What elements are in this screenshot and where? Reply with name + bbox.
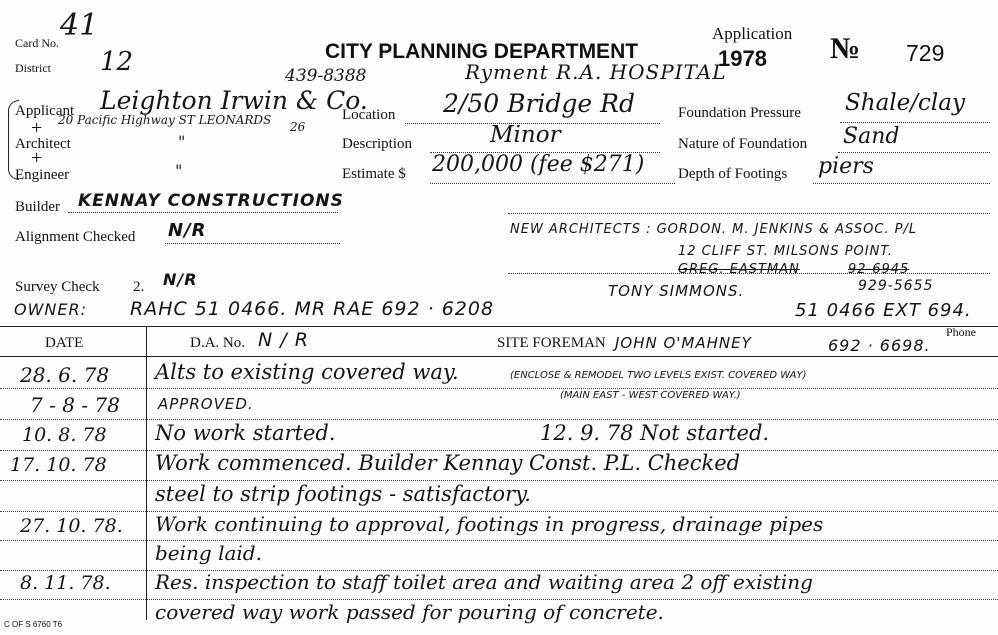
plus-icon: + — [31, 117, 43, 139]
phone-top: 439-8388 — [285, 66, 367, 86]
location-label: Location — [342, 107, 396, 123]
application-number: 729 — [906, 40, 945, 66]
phone-label: Phone — [946, 325, 976, 339]
estimate-value: 200,000 (fee $271) — [432, 152, 645, 177]
tony-simmons: TONY SIMMONS. — [608, 282, 745, 300]
nature-value: Sand — [843, 124, 900, 149]
row-entry: APPROVED. — [158, 395, 254, 413]
description-value: Minor — [490, 122, 561, 148]
row-divider — [0, 480, 998, 481]
row-entry: steel to strip footings - satisfactory. — [155, 482, 531, 506]
applicant-address: 20 Pacific Highway ST LEONARDS — [58, 113, 272, 127]
row-date: 10. 8. 78 — [22, 424, 107, 446]
new-architects-address: 12 CLIFF ST. MILSONS POINT. — [678, 244, 893, 259]
location-sub: 26 — [290, 120, 306, 134]
date-header: DATE — [45, 335, 84, 351]
district-value: 12 — [100, 47, 134, 77]
da-label: D.A. No. — [190, 335, 245, 351]
architect-label: Architect — [15, 136, 71, 152]
row-divider — [0, 419, 998, 420]
site-foreman-label: SITE FOREMAN — [497, 335, 606, 351]
depth-value: piers — [818, 154, 874, 179]
survey-value: N/R — [163, 270, 198, 289]
nature-label: Nature of Foundation — [678, 136, 808, 152]
row-date: 17. 10. 78 — [10, 454, 107, 476]
nature-line — [838, 152, 990, 153]
row-entry: Work continuing to approval, footings in progress, drainage pipes — [155, 512, 824, 536]
applicant-value: Leighton Irwin & Co. — [100, 86, 368, 115]
row-entry: Work commenced. Builder Kennay Const. P.L. Checked — [155, 451, 741, 475]
site-foreman-value: JOHN O'MAHNEY — [615, 334, 752, 352]
column-divider — [146, 326, 147, 620]
extension: 51 0466 EXT 694. — [795, 300, 972, 321]
depth-line — [813, 183, 990, 184]
new-architects: NEW ARCHITECTS : GORDON. M. JENKINS & ASSOC. P/L — [510, 222, 918, 237]
greg-phone: 92-6945 — [848, 262, 910, 277]
alignment-label: Alignment Checked — [15, 229, 136, 245]
row-note: 12. 9. 78 Not started. — [540, 421, 770, 445]
application-year: 1978 — [718, 46, 767, 71]
row-date: 7 - 8 - 78 — [30, 393, 120, 417]
location-value: 2/50 Bridge Rd — [443, 89, 635, 118]
phone-value: 692 · 6698. — [828, 336, 931, 355]
engineer-value: " — [175, 161, 183, 180]
builder-line — [68, 212, 338, 213]
architect-value: " — [178, 132, 186, 151]
foundation-pressure-label: Foundation Pressure — [678, 105, 801, 121]
row-date: 8. 11. 78. — [20, 572, 111, 594]
foundation-pressure-line — [840, 122, 990, 123]
builder-value: KENNAY CONSTRUCTIONS — [78, 191, 344, 211]
da-value: N / R — [258, 329, 309, 351]
row-note: (ENCLOSE & REMODEL TWO LEVELS EXIST. COVERED WAY) — [510, 370, 807, 381]
row-divider — [0, 540, 998, 541]
application-label: Application — [712, 24, 793, 43]
number-sign: № — [830, 32, 861, 65]
row-entry: No work started. — [155, 421, 336, 445]
row-date: 27. 10. 78. — [20, 515, 123, 537]
card-no-value: 41 — [60, 8, 99, 43]
engineer-label: Engineer — [15, 167, 70, 183]
page-title: CITY PLANNING DEPARTMENT — [325, 40, 639, 63]
estimate-line — [430, 183, 675, 184]
blank-line — [508, 213, 990, 214]
applicant-label: Applicant — [15, 103, 75, 119]
estimate-label: Estimate $ — [342, 166, 406, 182]
foundation-pressure-value: Shale/clay — [845, 90, 965, 116]
depth-label: Depth of Footings — [678, 166, 788, 182]
table-top-rule — [0, 326, 998, 327]
tony-phone: 929-5655 — [858, 278, 934, 294]
builder-label: Builder — [15, 199, 60, 215]
description-label: Description — [342, 136, 412, 152]
row-entry: being laid. — [155, 541, 262, 565]
row-entry: Res. inspection to staff toilet area and waiting area 2 off existing — [155, 570, 813, 594]
row-note: (MAIN EAST - WEST COVERED WAY.) — [560, 390, 741, 401]
table-header-rule — [0, 356, 998, 357]
district-label: District — [15, 61, 51, 75]
row-date: 28. 6. 78 — [20, 363, 110, 387]
card-no-label: Card No. — [15, 36, 59, 50]
greg-eastman: GREG. EASTMAN — [678, 262, 800, 277]
survey-number: 2. — [133, 279, 145, 295]
row-entry: covered way work passed for pouring of concrete. — [155, 600, 664, 624]
form-code: C OF S 6760 T6 — [4, 620, 63, 629]
owner-label: OWNER: — [14, 300, 87, 319]
row-entry: Alts to existing covered way. — [155, 360, 459, 384]
owner-value: RAHC 51 0466. MR RAE 692 · 6208 — [130, 298, 495, 320]
row-divider — [0, 388, 998, 389]
location-top: Ryment R.A. HOSPITAL — [465, 60, 727, 84]
alignment-value: N/R — [168, 220, 207, 241]
survey-label: Survey Check — [15, 279, 100, 295]
plus-icon: + — [31, 147, 43, 169]
alignment-line — [165, 243, 340, 244]
